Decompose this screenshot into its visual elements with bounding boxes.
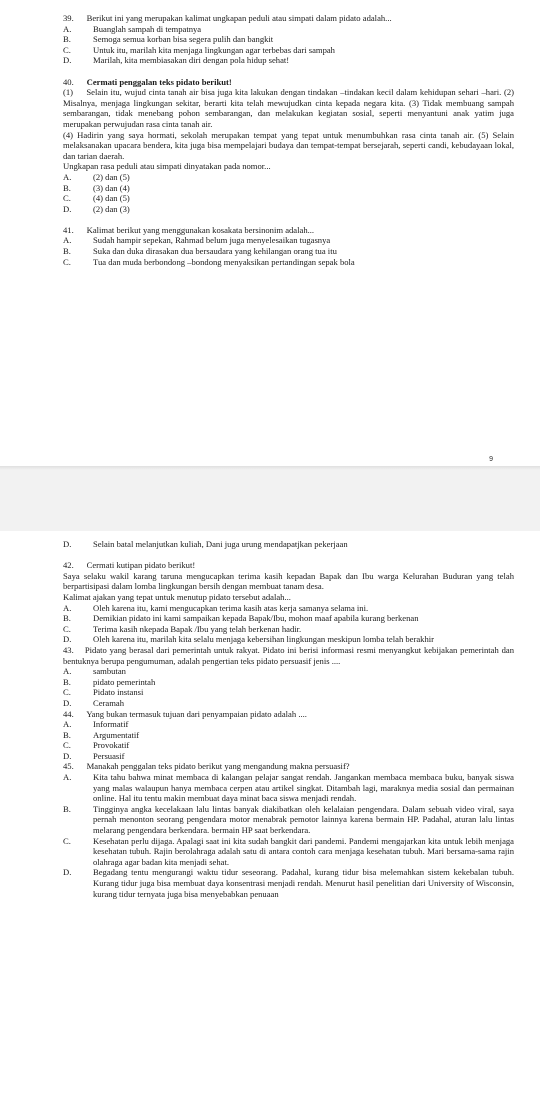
question-42-option-d[interactable]: D. Oleh karena itu, marilah kita selalu menjaga kebersihan lingkungan meskipun lomba telah berakhir <box>63 634 435 645</box>
question-43-stem: 43. Pidato yang berasal dari pemerintah untuk rakyat. Pidato ini berisi informasi resmi menyangkut kebijakan pemerintah dan bentuknya berupa pengumuman, adalah pengertian teks pidato persuasif jenis .... <box>63 644 514 666</box>
page-content <box>63 13 514 267</box>
page-content-2 <box>63 539 514 899</box>
question-39 <box>63 13 514 66</box>
question-43-option-b[interactable]: B. pidato pemerintah <box>63 676 156 687</box>
question-42-option-c[interactable]: C. Terima kasih nkepada Bapak /Ibu yang telah berkenan hadir. <box>63 623 302 634</box>
question-44-option-c[interactable]: C. Provokatif <box>63 740 130 751</box>
question-44-stem: 44. Yang bukan termasuk tujuan dari penyampaian pidato adalah .... <box>63 708 307 719</box>
question-43-option-a[interactable]: A. sambutan <box>63 666 126 677</box>
page-gap-shadow <box>0 466 540 470</box>
question-44 <box>63 709 514 762</box>
question-41-option-a[interactable]: A. Sudah hampir sepekan, Rahmad belum juga menyelesaikan tugasnya <box>63 235 331 246</box>
question-40-option-b[interactable]: B. (3) dan (4) <box>63 182 130 193</box>
question-45-option-d[interactable]: D. Begadang tentu mengurangi waktu tidur seseorang. Padahal, kurang tidur bisa melemahkan sistem kekebalan tubuh. Kurang tidur juga bisa membuat daya konsentrasi menjadi rendah. Menurut hasil penelitian dari University of Wisconsin, kurang tidur ternyata juga bisa menyebabkan penuaan <box>63 867 514 899</box>
question-40-option-a[interactable]: A. (2) dan (5) <box>63 171 130 182</box>
question-39-stem: 39. Berikut ini yang merupakan kalimat ungkapan peduli atau simpati dalam pidato adalah... <box>63 13 392 23</box>
question-44-option-d[interactable]: D. Persuasif <box>63 750 125 761</box>
question-40-passage-2: (4) Hadirin yang saya hormati, sekolah merupakan tempat yang tepat untuk menumbuhkan rasa cinta tanah air. (5) Selain melaksanakan upacara bendera, kita juga bisa mempelajari budaya dan tempat-tempat bersejarah, seperti candi, kebudayaan lokal, dan tarian daerah. <box>63 129 514 161</box>
question-40 <box>63 77 514 215</box>
question-41-stem: 41. Kalimat berikut yang menggunakan kosakata bersinonim adalah... <box>63 224 315 235</box>
question-42 <box>63 560 514 645</box>
question-44-option-b[interactable]: B. Argumentatif <box>63 729 140 740</box>
question-45-option-c[interactable]: C. Kesehatan perlu dijaga. Apalagi saat ini kita sudah bangkit dari pandemi. Pandemi mengajarkan kita untuk lebih menjaga kesehatan tubuh. Rajin berolahraga adalah satu di antara contoh cara menjaga kesehatan tubuh. Mari bersama-sama rajin olahraga agar badan kita menjadi sehat. <box>63 835 514 867</box>
question-41 <box>63 225 514 267</box>
question-40-option-c[interactable]: C. (4) dan (5) <box>63 193 130 204</box>
page-gap <box>0 466 540 531</box>
question-39-option-a[interactable]: A. Buanglah sampah di tempatnya <box>63 23 202 34</box>
question-43 <box>63 645 514 709</box>
question-39-option-b[interactable]: B. Semoga semua korban bisa segera pulih dan bangkit <box>63 34 274 45</box>
question-39-option-c[interactable]: C. Untuk itu, marilah kita menjaga lingkungan agar terbebas dari sampah <box>63 44 335 55</box>
page-10 <box>0 531 540 1111</box>
page-9 <box>0 0 540 466</box>
question-45-stem: 45. Manakah penggalan teks pidato berikut yang mengandung makna persuasif? <box>63 761 350 772</box>
question-44-option-a[interactable]: A. Informatif <box>63 719 129 730</box>
question-41-option-c[interactable]: C. Tua dan muda berbondong –bondong menyaksikan pertandingan sepak bola <box>63 256 355 267</box>
question-41-option-d[interactable]: D. Selain batal melanjutkan kuliah, Dani juga urung mendapatjkan pekerjaan <box>63 539 348 549</box>
question-42-passage: Saya selaku wakil karang taruna mengucapkan terima kasih kepadan Bapak dan Ibu warga Kelurahan Buduran yang telah berpartisipasi dalam lomba lingkungan bersih dengan membuat tanam desa. <box>63 570 514 592</box>
question-42-option-a[interactable]: A. Oleh karena itu, kami mengucapkan terima kasih atas kerja samanya selama ini. <box>63 602 369 613</box>
question-43-option-c[interactable]: C. Pidato instansi <box>63 687 144 698</box>
question-40-prompt: Ungkapan rasa peduli atau simpati dinyatakan pada nomor... <box>63 161 271 172</box>
question-42-prompt: Kalimat ajakan yang tepat untuk menutup pidato tersebut adalah... <box>63 591 291 602</box>
question-45-option-b[interactable]: B. Tingginya angka kecelakaan lalu lintas banyak diakibatkan oleh kelalaian pengendara. Dalam sebuah video viral, saya pernah menonton seorang pengendara motor menabrak pemotor lainnya karena bermain HP. Padahal, aturan lalu lintas melarang pengendara berkendara. bermain HP saat berkendara. <box>63 803 514 836</box>
question-42-stem: 42. Cermati kutipan pidato berikut! <box>63 560 196 571</box>
question-42-option-b[interactable]: B. Demikian pidato ini kami sampaikan kepada Bapak/Ibu, mohon maaf apabila kurang berkenan <box>63 613 419 624</box>
question-43-option-d[interactable]: D. Ceramah <box>63 697 125 708</box>
question-45 <box>63 761 514 899</box>
question-40-title: Cermati penggalan teks pidato berikut! <box>86 76 232 87</box>
question-40-option-d[interactable]: D. (2) dan (3) <box>63 203 130 214</box>
question-45-option-a[interactable]: A. Kita tahu bahwa minat membaca di kalangan pelajar sangat rendah. Jangankan membaca membaca buku, banyak siswa yang malas walaupun hanya membaca cerpen atau artikel singkat. Ditambah lagi, maraknya media sosial dan permainan online. Hal itu tentu makin membuat daya minat baca siswa menjadi rendah. <box>63 772 514 804</box>
question-40-number: 40. <box>63 76 74 87</box>
question-39-option-d[interactable]: D. Marilah, kita membiasakan diri dengan pola hidup sehat! <box>63 55 290 66</box>
question-41-option-b[interactable]: B. Suka dan duka dirasakan dua bersaudara yang kehilangan orang tua itu <box>63 246 337 257</box>
page-number: 9 <box>489 456 493 463</box>
question-40-passage-1: (1) Selain itu, wujud cinta tanah air bisa juga kita lakukan dengan tindakan –tindakan kecil dalam kehidupan sehari –hari. (2) Misalnya, menjaga lingkungan sekitar, berarti kita telah mewujudkan cinta kepada negara kita. (3) Tidak membuang sampah sembarangan, tidak menebang pohon sembarangan, dan melakukan kegiatan sosial, seperti menyantuni anak yatim juga merupakan perwujudan rasa cinta tanah air. <box>63 87 514 129</box>
